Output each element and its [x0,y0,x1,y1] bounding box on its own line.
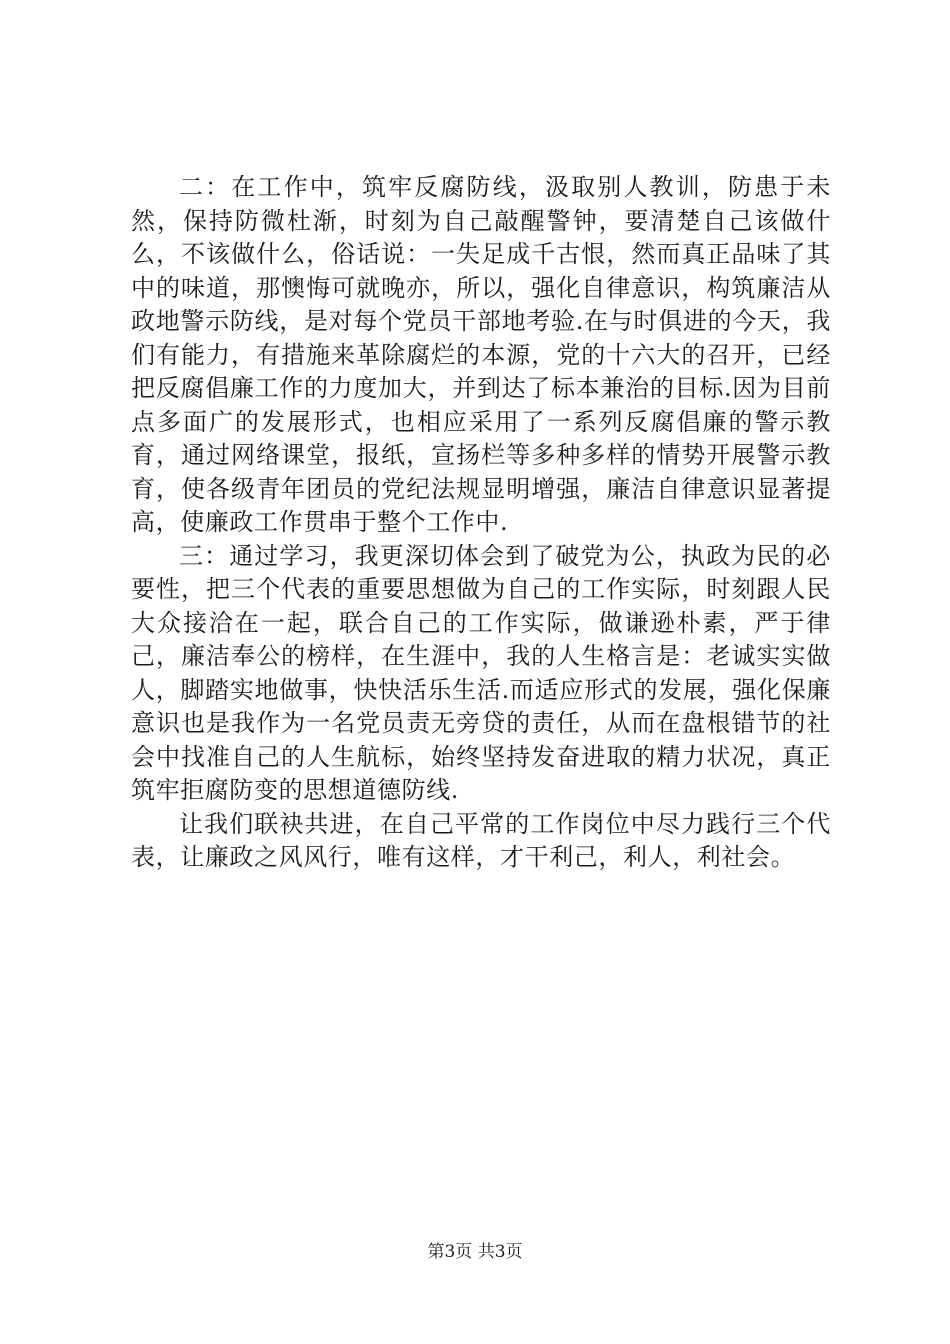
document-body [131,171,831,875]
paragraph-2: 二：在工作中，筑牢反腐防线，汲取别人教训，防患于未然，保持防微杜渐，时刻为自己敲醒警钟，要清楚自己该做什么，不该做什么，俗话说：一失足成千古恨，然而真正品味了其中的味道，那懊悔可就晚亦，所以，强化自律意识，构筑廉洁从政地警示防线，是对每个党员干部地考验.在与时俱进的今天，我们有能力，有措施来革除腐烂的本源，党的十六大的召开，已经把反腐倡廉工作的力度加大，并到达了标本兼治的目标.因为目前点多面广的发展形式，也相应采用了一系列反腐倡廉的警示教育，通过网络课堂，报纸，宣扬栏等多种多样的情势开展警示教育，使各级青年团员的党纪法规显明增强，廉洁自律意识显著提高，使廉政工作贯串于整个工作中. [131,173,831,536]
page-footer: 第3页 共3页 [427,1242,523,1262]
paragraph-3: 三：通过学习，我更深切体会到了破党为公，执政为民的必要性，把三个代表的重要思想做为自己的工作实际，时刻跟人民大众接洽在一起，联合自己的工作实际，做谦逊朴素，严于律己，廉洁奉公的榜样，在生涯中，我的人生格言是：老诚实实做人，脚踏实地做事，快快活乐生活.而适应形式的发展，强化保廉意识也是我作为一名党员责无旁贷的责任，从而在盘根错节的社会中找准自己的人生航标，始终坚持发奋进取的精力状况，真正筑牢拒腐防变的思想道德防线. [131,541,831,804]
paragraph-closing: 让我们联袂共进，在自己平常的工作岗位中尽力践行三个代表，让廉政之风风行，唯有这样，才干利己，利人，利社会。 [131,809,831,871]
